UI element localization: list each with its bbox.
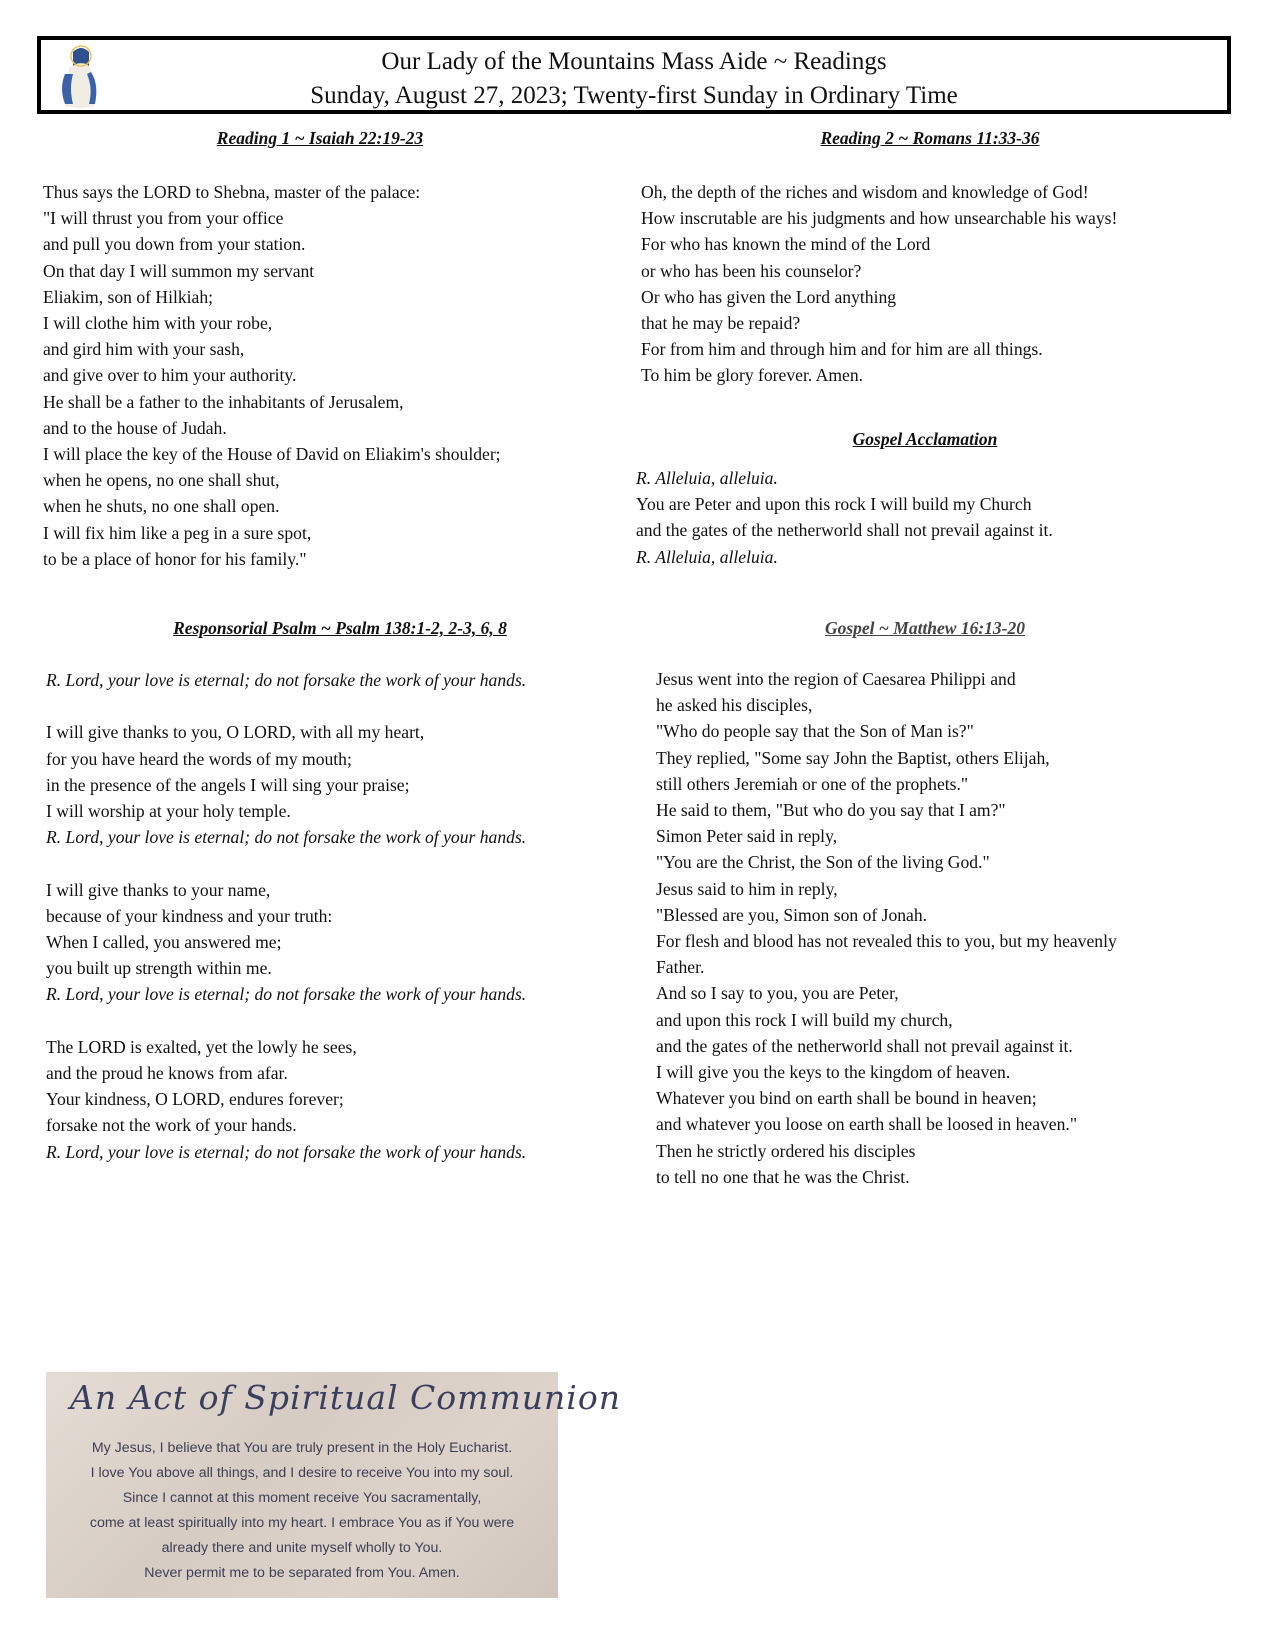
- communion-line: My Jesus, I believe that You are truly present in the Holy Eucharist.: [91, 1440, 513, 1456]
- reading1-line: and pull you down from your station.: [43, 234, 306, 255]
- acclamation-line: and the gates of the netherworld shall not prevail against it.: [636, 520, 1053, 541]
- acclamation-response: R. Alleluia, alleluia.: [636, 468, 778, 488]
- psalm-heading: Responsorial Psalm ~ Psalm 138:1-2, 2-3, 6, 8: [173, 618, 507, 638]
- communion-line: Since I cannot at this moment receive You sacramentally,: [122, 1490, 482, 1506]
- reading1-line: I will clothe him with your robe,: [43, 313, 273, 334]
- gospel-line: Then he strictly ordered his disciples: [656, 1140, 916, 1161]
- reading1-line: and give over to him your authority.: [43, 365, 297, 386]
- gospel-line: and the gates of the netherworld shall not prevail against it.: [656, 1035, 1073, 1056]
- acclamation-response: R. Alleluia, alleluia.: [636, 546, 778, 567]
- psalm-line: for you have heard the words of my mouth;: [46, 748, 352, 769]
- gospel-line: Jesus went into the region of Caesarea Philippi and: [656, 669, 1016, 689]
- communion-line: come at least spiritually into my heart. I embrace You as if You were: [89, 1515, 515, 1531]
- reading2-body: [641, 179, 1117, 389]
- reading1-line: He shall be a father to the inhabitants of Jerusalem,: [43, 391, 404, 412]
- reading2-heading: Reading 2 ~ Romans 11:33-36: [820, 128, 1040, 148]
- gospel-line: They replied, "Some say John the Baptist, others Elijah,: [656, 747, 1050, 768]
- communion-line: already there and unite myself wholly to You.: [161, 1540, 443, 1556]
- reading1-line: when he opens, no one shall shut,: [43, 470, 280, 491]
- gospel-line: Jesus said to him in reply,: [656, 878, 838, 899]
- psalm-line: When I called, you answered me;: [46, 932, 282, 953]
- acclamation-body: [636, 465, 1053, 570]
- gospel-line: He said to them, "But who do you say that I am?": [656, 800, 1006, 821]
- gospel-heading: Gospel ~ Matthew 16:13-20: [824, 618, 1026, 638]
- header-title: Our Lady of the Mountains Mass Aide ~ Readings: [381, 48, 887, 75]
- reading2-line: For from him and through him and for him are all things.: [641, 339, 1043, 360]
- psalm-line: and the proud he knows from afar.: [46, 1063, 288, 1084]
- gospel-line: Father.: [656, 957, 705, 978]
- reading2-line: To him be glory forever. Amen.: [641, 365, 864, 386]
- psalm-line: I will give thanks to you, O LORD, with all my heart,: [46, 722, 425, 743]
- psalm-body: [46, 667, 526, 1165]
- gospel-line: "You are the Christ, the Son of the living God.": [656, 852, 990, 873]
- psalm-line: I will worship at your holy temple.: [46, 801, 291, 822]
- communion-line: I love You above all things, and I desire to receive You into my soul.: [90, 1465, 514, 1481]
- gospel-line: "Who do people say that the Son of Man is?": [656, 721, 974, 742]
- psalm-response: R. Lord, your love is eternal; do not forsake the work of your hands.: [46, 670, 527, 690]
- reading1-line: I will place the key of the House of David on Eliakim's shoulder;: [43, 444, 501, 465]
- psalm-line: in the presence of the angels I will sing your praise;: [46, 774, 410, 795]
- psalm-line: I will give thanks to your name,: [46, 879, 271, 900]
- gospel-line: to tell no one that he was the Christ.: [656, 1166, 910, 1187]
- psalm-line: forsake not the work of your hands.: [46, 1115, 297, 1136]
- psalm-response: R. Lord, your love is eternal; do not forsake the work of your hands.: [46, 1141, 527, 1162]
- gospel-line: he asked his disciples,: [656, 695, 813, 716]
- gospel-line: and upon this rock I will build my church,: [656, 1009, 953, 1030]
- reading2-line: that he may be repaid?: [641, 313, 801, 334]
- acclamation-line: You are Peter and upon this rock I will build my Church: [636, 494, 1032, 515]
- reading2-line: or who has been his counselor?: [641, 260, 862, 281]
- acclamation-heading: Gospel Acclamation: [852, 429, 998, 449]
- psalm-response: R. Lord, your love is eternal; do not forsake the work of your hands.: [46, 827, 527, 848]
- gospel-line: For flesh and blood has not revealed this to you, but my heavenly: [656, 931, 1117, 952]
- reading1-line: when he shuts, no one shall open.: [43, 496, 280, 517]
- psalm-line: The LORD is exalted, yet the lowly he sees,: [46, 1036, 357, 1057]
- reading1-line: On that day I will summon my servant: [43, 260, 315, 281]
- reading1-line: and to the house of Judah.: [43, 417, 227, 438]
- gospel-line: "Blessed are you, Simon son of Jonah.: [656, 904, 928, 925]
- reading1-body: [43, 179, 501, 572]
- psalm-line: Your kindness, O LORD, endures forever;: [46, 1089, 344, 1110]
- reading2-line: Or who has given the Lord anything: [641, 286, 897, 307]
- communion-line: Never permit me to be separated from You. Amen.: [144, 1565, 460, 1581]
- gospel-body: [656, 666, 1117, 1190]
- gospel-line: And so I say to you, you are Peter,: [656, 983, 899, 1004]
- psalm-response: R. Lord, your love is eternal; do not forsake the work of your hands.: [46, 984, 527, 1005]
- reading2-line: For who has known the mind of the Lord: [641, 234, 931, 255]
- reading1-line: and gird him with your sash,: [43, 339, 245, 360]
- spiritual-communion-card: [46, 1372, 621, 1598]
- gospel-line: Simon Peter said in reply,: [656, 826, 838, 847]
- communion-title: An Act of Spiritual Communion: [70, 1378, 621, 1417]
- gospel-line: still others Jeremiah or one of the prophets.": [656, 773, 969, 794]
- reading1-heading: Reading 1 ~ Isaiah 22:19-23: [216, 128, 424, 148]
- reading1-line: I will fix him like a peg in a sure spot,: [43, 522, 312, 543]
- psalm-line: because of your kindness and your truth:: [46, 905, 333, 926]
- page-header: [37, 36, 1231, 114]
- gospel-line: and whatever you loose on earth shall be loosed in heaven.": [656, 1114, 1077, 1135]
- gospel-line: Whatever you bind on earth shall be bound in heaven;: [656, 1088, 1037, 1109]
- reading1-line: to be a place of honor for his family.": [43, 548, 307, 569]
- header-subtitle: Sunday, August 27, 2023; Twenty-first Sunday in Ordinary Time: [310, 82, 958, 109]
- reading1-line: "I will thrust you from your office: [43, 208, 284, 229]
- reading2-line: How inscrutable are his judgments and how unsearchable his ways!: [641, 208, 1118, 229]
- gospel-line: I will give you the keys to the kingdom of heaven.: [656, 1062, 1011, 1083]
- reading2-line: Oh, the depth of the riches and wisdom and knowledge of God!: [641, 182, 1089, 202]
- reading1-line: Thus says the LORD to Shebna, master of the palace:: [43, 182, 421, 202]
- reading1-line: Eliakim, son of Hilkiah;: [43, 286, 214, 307]
- psalm-line: you built up strength within me.: [46, 958, 272, 979]
